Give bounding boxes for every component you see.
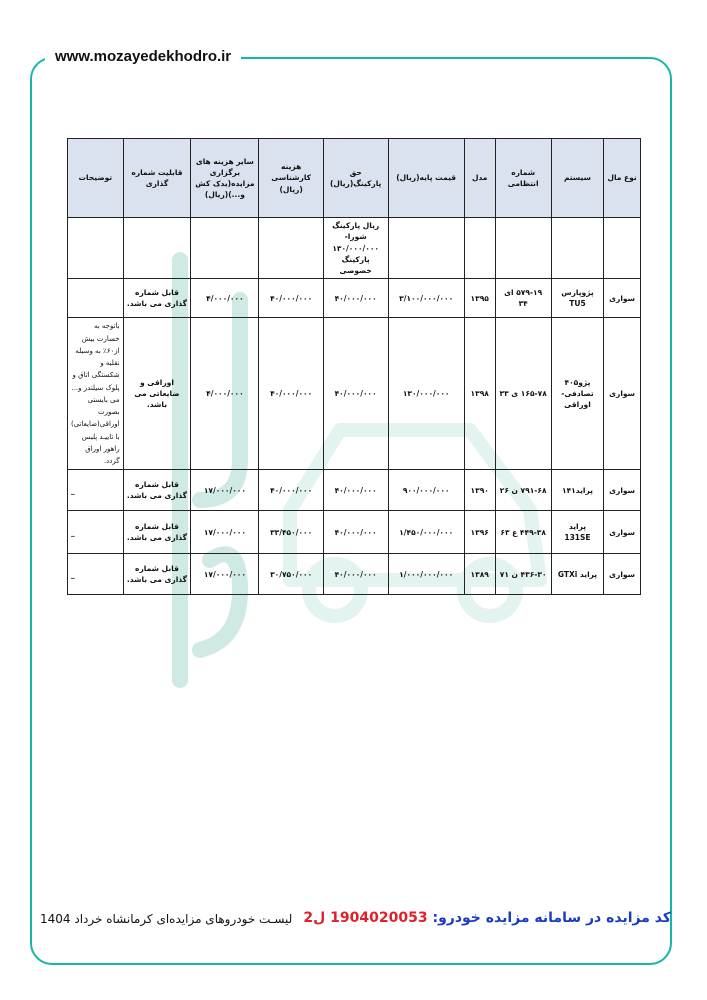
cell-expert: ۴۰/۰۰۰/۰۰۰ xyxy=(259,470,323,511)
cell-model: ۱۳۸۹ xyxy=(464,554,495,595)
table-header-row xyxy=(68,139,641,218)
cell-system xyxy=(551,218,603,279)
cell-numbering: قابل شماره گذاری می باشد. xyxy=(123,511,191,554)
col-header-base-price: قیمت پایه(ریال) xyxy=(388,139,464,218)
cell-model: ۱۳۹۶ xyxy=(464,511,495,554)
cell-other: ۱۷/۰۰۰/۰۰۰ xyxy=(191,470,259,511)
cell-type: سواری xyxy=(604,318,641,470)
col-header-expert: هزینه کارشناسی (ریال) xyxy=(259,139,323,218)
cell-plate xyxy=(495,218,551,279)
cell-model: ۱۳۹۰ xyxy=(464,470,495,511)
col-header-model: مدل xyxy=(464,139,495,218)
cell-base-price: ۱۳۰/۰۰۰/۰۰۰ xyxy=(388,318,464,470)
col-header-plate: شماره انتظامی xyxy=(495,139,551,218)
cell-type: سواری xyxy=(604,511,641,554)
cell-notes: _ xyxy=(68,470,124,511)
table-row xyxy=(68,218,641,279)
cell-numbering: قابل شماره گذاری می باشد. xyxy=(123,470,191,511)
col-header-parking: حق پارکینگ(ریال) xyxy=(323,139,388,218)
table-row xyxy=(68,554,641,595)
cell-plate: ۵۷۹-۱۹ ای ۳۴ xyxy=(495,279,551,318)
col-header-numbering: قابلیت شماره گذاری xyxy=(123,139,191,218)
cell-system: پراید 131SE xyxy=(551,511,603,554)
auction-code-line xyxy=(303,910,671,926)
cell-system: پژوپارس TU5 xyxy=(551,279,603,318)
cell-base-price: ۱/۴۵۰/۰۰۰/۰۰۰ xyxy=(388,511,464,554)
cell-plate: ۴۳۶-۳۰ ن ۷۱ xyxy=(495,554,551,595)
col-header-other: سایر هزینه های برگزاری مزایده(یدک کش و...)(ریال) xyxy=(191,139,259,218)
cell-expert: ۴۰/۰۰۰/۰۰۰ xyxy=(259,318,323,470)
cell-parking: ۴۰/۰۰۰/۰۰۰ xyxy=(323,554,388,595)
cell-expert xyxy=(259,218,323,279)
site-url[interactable]: www.mozayedekhodro.ir xyxy=(45,46,241,68)
cell-expert: ۴۰/۰۰۰/۰۰۰ xyxy=(259,279,323,318)
cell-numbering xyxy=(123,218,191,279)
cell-system: پژو۴۰۵ تصادفی- اوراقی xyxy=(551,318,603,470)
cell-notes: _ xyxy=(68,511,124,554)
cell-parking: ۴۰/۰۰۰/۰۰۰ xyxy=(323,318,388,470)
cell-system: پراید GTXi xyxy=(551,554,603,595)
cell-plate: ۷۹۱-۶۸ ن ۲۶ xyxy=(495,470,551,511)
cell-type: سواری xyxy=(604,554,641,595)
cell-notes: _ xyxy=(68,554,124,595)
col-header-notes: توضیحات xyxy=(68,139,124,218)
cell-plate: ۱۶۵-۷۸ ی ۳۳ xyxy=(495,318,551,470)
cell-numbering: قابل شماره گذاری می باشد. xyxy=(123,279,191,318)
table-row xyxy=(68,279,641,318)
cell-model: ۱۳۹۵ xyxy=(464,279,495,318)
cell-system: پراید۱۴۱ xyxy=(551,470,603,511)
col-header-system: سیستم xyxy=(551,139,603,218)
cell-parking: ریال پارکینگ شورا- ۱۳۰/۰۰۰/۰۰۰ پارکینگ خصوصی xyxy=(323,218,388,279)
cell-base-price: ۹۰۰/۰۰۰/۰۰۰ xyxy=(388,470,464,511)
cell-parking: ۴۰/۰۰۰/۰۰۰ xyxy=(323,279,388,318)
cell-numbering: اوراقی و ضایعاتی می باشد. xyxy=(123,318,191,470)
cell-expert: ۳۳/۴۵۰/۰۰۰ xyxy=(259,511,323,554)
cell-numbering: قابل شماره گذاری می باشد. xyxy=(123,554,191,595)
cell-type xyxy=(604,218,641,279)
cell-type: سواری xyxy=(604,279,641,318)
table-row xyxy=(68,470,641,511)
cell-other: ۱۷/۰۰۰/۰۰۰ xyxy=(191,554,259,595)
cell-notes: باتوجه به خسارت بیش از۶۰٪ به وسیله نقلیه و شکستگی اتاق و پلوک سیلندر و... می بایستی بصورت اوراقی(ضایعاتی) با تاییـد پلیس راهور اوراق گردد. xyxy=(68,318,124,470)
cell-other: ۴/۰۰۰/۰۰۰ xyxy=(191,279,259,318)
cell-notes xyxy=(68,279,124,318)
cell-parking: ۴۰/۰۰۰/۰۰۰ xyxy=(323,511,388,554)
vehicles-table xyxy=(67,138,641,595)
col-header-type: نوع مال xyxy=(604,139,641,218)
cell-parking: ۴۰/۰۰۰/۰۰۰ xyxy=(323,470,388,511)
list-title: لیسـت خودروهای مزایده‌ای کرمانشاه خرداد 1404 xyxy=(40,912,293,926)
table-row xyxy=(68,318,641,470)
cell-model xyxy=(464,218,495,279)
cell-base-price: ۳/۱۰۰/۰۰۰/۰۰۰ xyxy=(388,279,464,318)
cell-notes xyxy=(68,218,124,279)
cell-type: سواری xyxy=(604,470,641,511)
cell-base-price: ۱/۰۰۰/۰۰۰/۰۰۰ xyxy=(388,554,464,595)
auction-code: 1904020053 ل2 xyxy=(303,910,428,926)
cell-model: ۱۳۹۸ xyxy=(464,318,495,470)
cell-plate: ۴۴۹-۳۸ ع ۶۳ xyxy=(495,511,551,554)
cell-base-price xyxy=(388,218,464,279)
cell-other: ۱۷/۰۰۰/۰۰۰ xyxy=(191,511,259,554)
table-row xyxy=(68,511,641,554)
cell-other: ۴/۰۰۰/۰۰۰ xyxy=(191,318,259,470)
cell-other xyxy=(191,218,259,279)
auction-code-label: کد مزایده در سامانه مزایده خودرو: xyxy=(432,910,671,926)
cell-expert: ۳۰/۷۵۰/۰۰۰ xyxy=(259,554,323,595)
